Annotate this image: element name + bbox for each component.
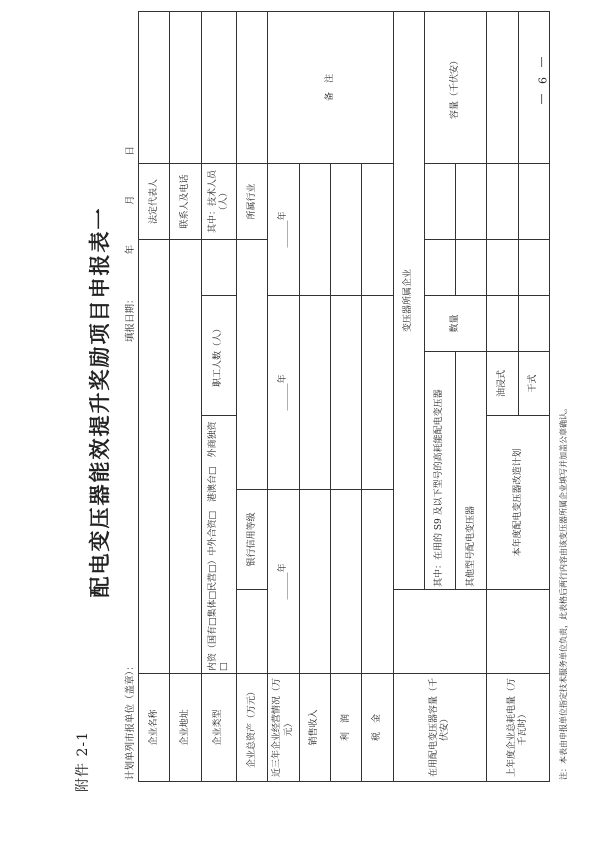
staff-count-value[interactable] (201, 239, 237, 295)
table-row (268, 11, 299, 781)
year-1-cell[interactable]: ______年 (268, 490, 299, 674)
address-value[interactable] (170, 239, 201, 673)
legal-rep-label: 法定代表人 (139, 163, 170, 239)
in-use-capacity-label: 在用配电变压器容量（千伏安） (393, 674, 487, 782)
other-capacity-value[interactable] (456, 163, 487, 239)
date-day: 日 (125, 145, 136, 156)
credit-rating-label: 银行信用等级 (237, 490, 268, 590)
table-row (393, 11, 424, 781)
dry-type-value-3[interactable] (518, 163, 549, 239)
company-type-options[interactable]: 内资（国有□集体□民营□）中外合资□ 港澳台□ 外商独资□ (201, 416, 237, 674)
industry-label: 所属行业 (237, 163, 268, 239)
tech-staff-value[interactable] (201, 11, 237, 163)
retrofit-plan-label: 本年度配电变压器改造计划 (487, 416, 550, 590)
legal-rep-value[interactable] (139, 11, 170, 163)
reporting-unit-label: 计划单列市报单位（盖章）： (125, 661, 136, 780)
oil-immersed-label: 油浸式 (487, 352, 518, 416)
profit-year-1[interactable] (331, 490, 362, 674)
application-form-table (138, 11, 550, 782)
total-assets-label: 企业总资产（万元） (237, 674, 268, 782)
staff-count-label: 职工人数（人） (201, 296, 237, 416)
sales-year-1[interactable] (299, 490, 330, 674)
table-row (170, 11, 201, 781)
last-year-power-label: 上年度企业总耗电量（万千瓦时） (487, 674, 550, 782)
sales-year-3[interactable] (299, 163, 330, 295)
date-month: 月 (125, 195, 136, 205)
sales-label: 销售收入 (299, 674, 330, 782)
year-2-cell[interactable]: ______年 (268, 296, 299, 490)
company-name-value[interactable] (139, 239, 170, 673)
address-label: 企业地址 (170, 674, 201, 782)
profit-year-3[interactable] (331, 163, 362, 295)
tax-year-2[interactable] (362, 296, 393, 490)
dry-type-value-2[interactable] (518, 239, 549, 295)
oil-immersed-value-2[interactable] (487, 239, 518, 295)
remarks-cell[interactable]: 备 注 (268, 11, 393, 163)
footnote: 注：本表由申报单位指定技术服务单位负责，此表格后两行内容由该变压器所属企业填写并加盖公章确认。 (559, 404, 568, 780)
in-use-capacity-value[interactable] (393, 590, 487, 674)
table-row (237, 11, 268, 781)
total-assets-value[interactable] (237, 590, 268, 674)
oil-immersed-value-4[interactable] (487, 11, 518, 163)
dry-type-value-4[interactable] (518, 11, 549, 163)
s9-capacity-value[interactable] (424, 163, 455, 239)
dry-type-value-1[interactable] (518, 296, 549, 352)
company-type-label: 企业类型 (201, 674, 237, 782)
table-row (201, 11, 237, 781)
credit-rating-value[interactable] (237, 239, 268, 489)
profit-year-2[interactable] (331, 296, 362, 490)
last-year-power-value[interactable] (487, 590, 550, 674)
three-year-label: 近三年企业经营情况（万元） (268, 674, 299, 782)
table-row (139, 11, 170, 781)
contact-label: 联系人及电话 (170, 163, 201, 239)
fill-date-label: 填报日期： (125, 294, 136, 342)
form-title: 配电变压器能效提升奖励项目申报表一 (87, 206, 112, 598)
table-row (487, 11, 518, 781)
year-3-cell[interactable]: ______年 (268, 163, 299, 295)
industry-value[interactable] (237, 11, 268, 163)
dry-type-label: 干式 (518, 352, 549, 416)
date-year: 年 (125, 244, 136, 255)
rotated-form-area (70, 0, 570, 792)
tax-year-1[interactable] (362, 490, 393, 674)
fill-date-line (122, 146, 136, 342)
company-name-label: 企业名称 (139, 674, 170, 782)
oil-immersed-value-1[interactable] (487, 296, 518, 352)
sales-year-2[interactable] (299, 296, 330, 490)
attachment-label: 附件 2-1 (75, 731, 91, 792)
transformer-company-label: 变压器所属企业 (393, 11, 424, 589)
capacity-label: 容量（千伏安） (424, 11, 487, 163)
tax-year-3[interactable] (362, 163, 393, 295)
oil-immersed-value-3[interactable] (487, 163, 518, 239)
contact-value[interactable] (170, 11, 201, 163)
tech-staff-label: 其中：技术人员（人） (201, 163, 237, 239)
page-number: — 9 — (535, 56, 549, 108)
other-quantity-value[interactable] (456, 239, 487, 295)
quantity-label: 数量 (424, 296, 487, 352)
s9-quantity-value[interactable] (424, 239, 455, 295)
tax-label: 税 金 (362, 674, 393, 782)
other-types-label: 其他型号配电变压器 (456, 352, 487, 590)
profit-label: 利 润 (331, 674, 362, 782)
s9-below-label: 其中：在用的 S9 及以下型号的高耗能配电变压器 (424, 352, 455, 590)
